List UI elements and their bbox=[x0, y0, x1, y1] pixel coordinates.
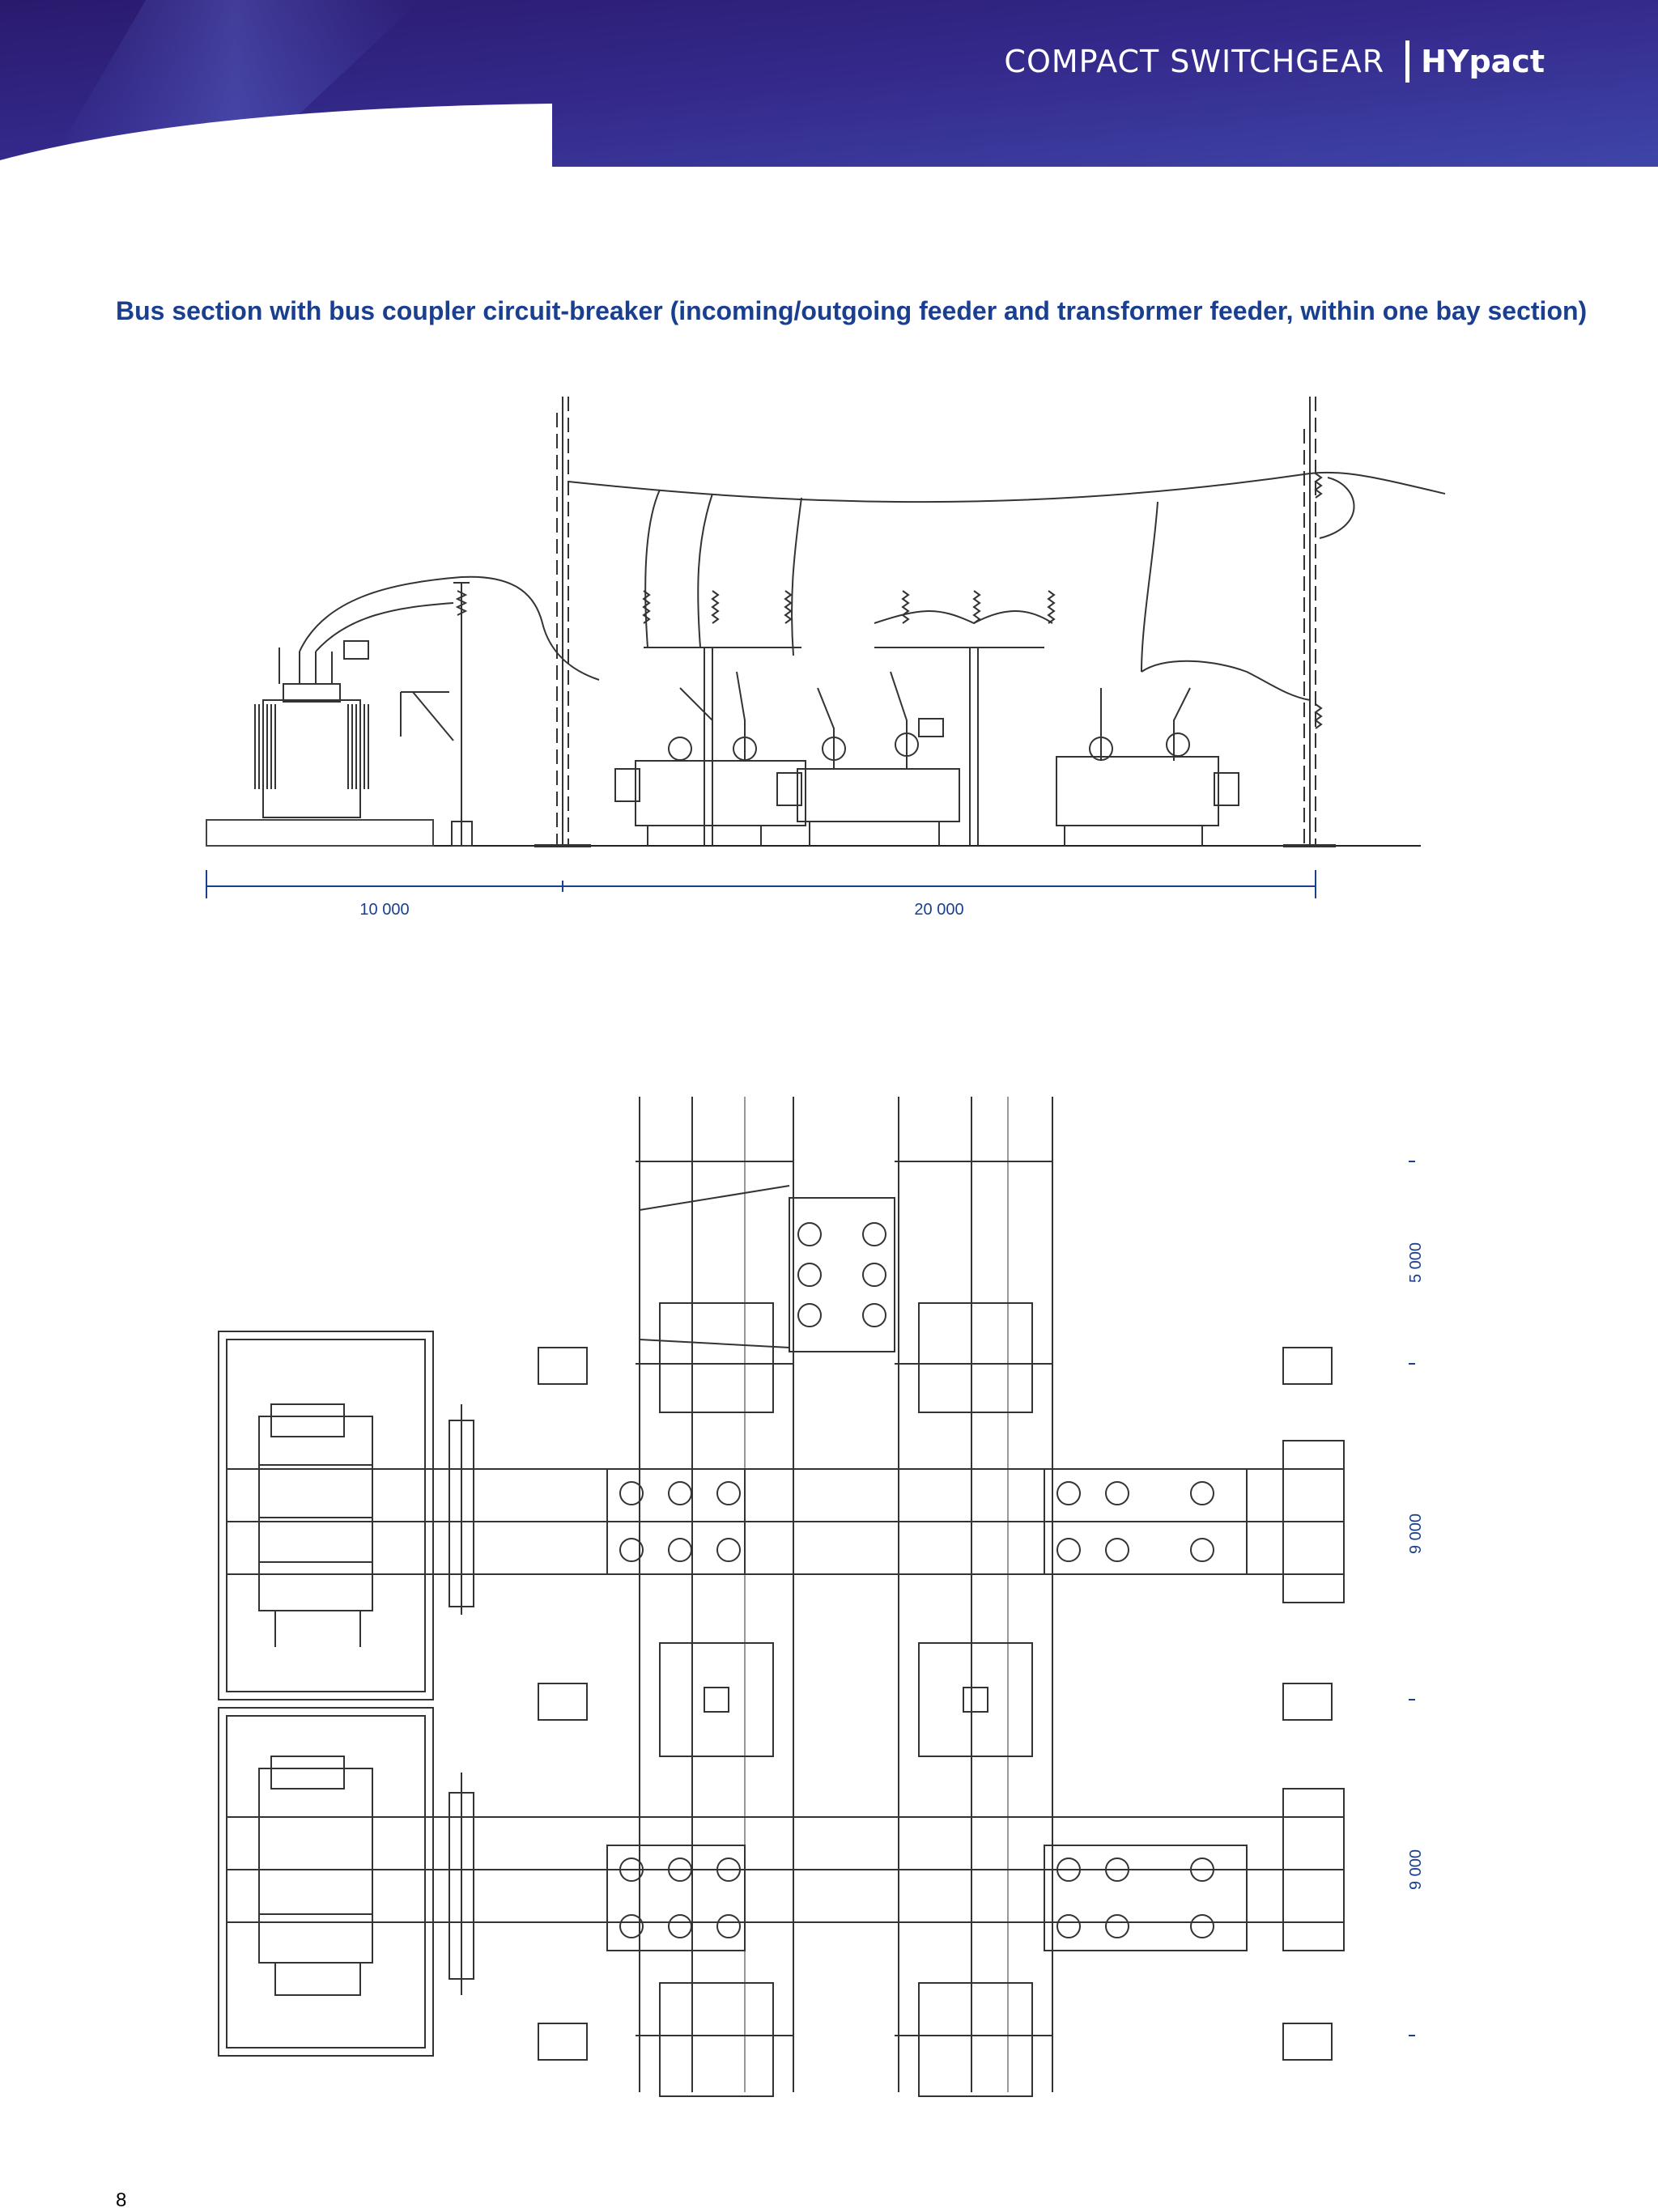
section-title: Bus section with bus coupler circuit-breaker (incoming/outgoing feeder and transformer feeder, within one bay section) bbox=[116, 296, 1588, 325]
plan-dimension-9000-upper: 9 000 bbox=[1407, 1513, 1425, 1555]
elevation-dimension-10000: 10 000 bbox=[359, 901, 410, 919]
feeder-module-lower-right bbox=[1044, 1845, 1247, 1951]
transformer bbox=[255, 577, 599, 817]
busbar-support-left bbox=[644, 591, 801, 846]
brand-category: COMPACT SWITCHGEAR bbox=[1004, 44, 1385, 79]
plan-dimension-5000: 5 000 bbox=[1407, 1242, 1425, 1284]
plan-dimension-9000-lower: 9 000 bbox=[1407, 1849, 1425, 1891]
plan-drawing bbox=[194, 1097, 1457, 2100]
hypact-module-1 bbox=[615, 672, 806, 846]
arrester-column bbox=[449, 1404, 474, 1995]
foundation-1 bbox=[538, 1348, 587, 1384]
foundation-2 bbox=[538, 1683, 587, 1720]
busbar-gantry-right bbox=[895, 1097, 1052, 2096]
foundation-5 bbox=[1283, 1683, 1332, 1720]
plan-dimension-line bbox=[1409, 1161, 1415, 2036]
gantry-left bbox=[534, 397, 591, 846]
brand bbox=[1004, 40, 1545, 83]
header-background bbox=[0, 0, 1658, 167]
foundation-4 bbox=[1283, 1348, 1332, 1384]
bus-coupler-module bbox=[640, 1186, 895, 1352]
dropper-3 bbox=[792, 498, 801, 656]
gantry-right bbox=[1283, 397, 1336, 846]
page-number: 8 bbox=[116, 2189, 127, 2211]
foundation-3 bbox=[538, 2023, 587, 2060]
overhead-conductor bbox=[568, 473, 1445, 502]
header-band bbox=[0, 0, 1658, 167]
brand-product: HYpact bbox=[1421, 44, 1545, 79]
phase-conductors-lower bbox=[227, 1817, 1344, 1922]
feeder-module-lower-left bbox=[607, 1845, 745, 1951]
foundation-6 bbox=[1283, 2023, 1332, 2060]
transformer-bay-lower bbox=[219, 1708, 433, 2056]
dropper-2 bbox=[698, 494, 712, 647]
busbar-gantry-left bbox=[636, 1097, 793, 2096]
brand-divider bbox=[1405, 40, 1409, 83]
dropper-4 bbox=[1141, 502, 1158, 672]
transformer-bay-upper bbox=[219, 1331, 433, 1700]
overhead-jumper bbox=[1320, 478, 1354, 538]
hypact-module-2 bbox=[1056, 688, 1239, 846]
surge-arrester bbox=[401, 583, 472, 846]
elevation-dimension-20000: 20 000 bbox=[914, 901, 964, 919]
elevation-dimension-line bbox=[206, 870, 1316, 898]
busbar-support-right bbox=[874, 591, 1054, 846]
line-exit-conductor bbox=[1141, 661, 1310, 700]
hypact-module-bus-coupler bbox=[777, 672, 959, 846]
transformer-foundation bbox=[206, 820, 433, 846]
elevation-drawing bbox=[194, 380, 1457, 947]
phase-conductors-upper bbox=[227, 1469, 1344, 1574]
dropper-1 bbox=[645, 490, 660, 647]
